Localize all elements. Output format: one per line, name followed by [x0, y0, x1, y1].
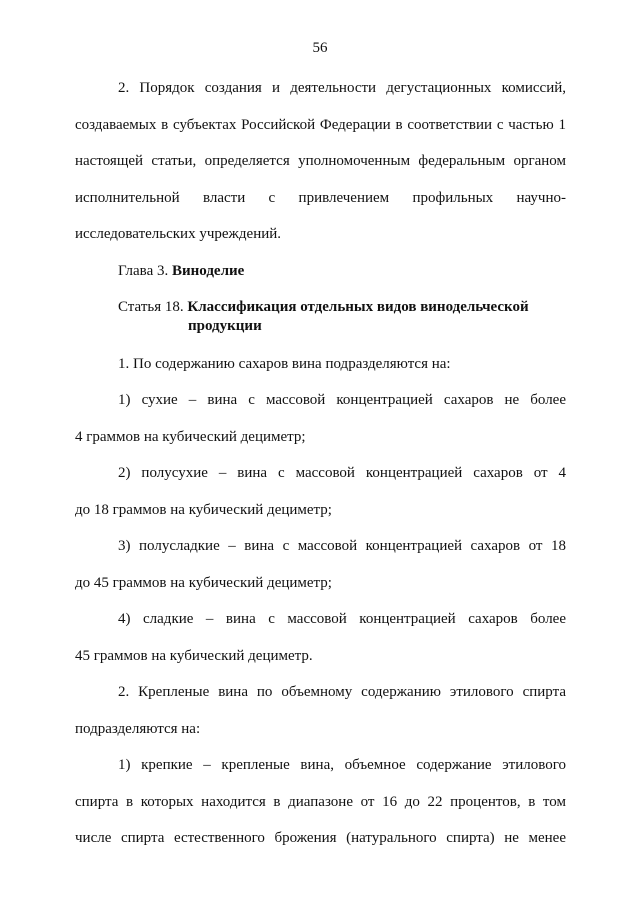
- paragraph-semi-sweet-wines: [75, 528, 566, 601]
- paragraph-fortified-wines: [75, 674, 566, 747]
- article-title: Классификация отдельных видов винодельческой: [187, 298, 529, 315]
- text-line: исследовательских учреждений.: [75, 226, 282, 242]
- article-heading: [75, 289, 566, 346]
- text-line: 4 граммов на кубический дециметр;: [75, 428, 306, 445]
- page-number: 56: [312, 40, 328, 56]
- text-line: подразделяются на:: [75, 720, 201, 737]
- document-body: [75, 70, 566, 857]
- text-line: 2) полусухие – вина с массовой концентрацией сахаров от 4: [118, 465, 566, 481]
- paragraph-sweet-wines: [75, 601, 566, 674]
- text-line: 2. Порядок создания и деятельности дегустационных комиссий,: [118, 80, 566, 96]
- text-line: создаваемых в субъектах Российской Федерации в соответствии с частью 1: [75, 116, 566, 133]
- text-line: спирта в которых находится в диапазоне от 16 до 22 процентов, в том: [75, 793, 566, 810]
- text-line: 4) сладкие – вина с массовой концентрацией сахаров более: [118, 611, 566, 627]
- chapter-heading: [75, 253, 566, 289]
- paragraph-sugar-classification: [75, 346, 566, 383]
- text-line: до 18 граммов на кубический дециметр;: [75, 501, 332, 518]
- text-line: 45 граммов на кубический дециметр.: [75, 647, 313, 664]
- text-line: 1. По содержанию сахаров вина подразделяются на:: [118, 355, 451, 372]
- chapter-label: Глава 3.: [118, 262, 169, 279]
- paragraph-strong-wines: [75, 747, 566, 857]
- text-line: 1) крепкие – крепленые вина, объемное содержание этилового: [118, 757, 566, 773]
- paragraph-dry-wines: [75, 382, 566, 455]
- chapter-title: Виноделие: [171, 262, 245, 279]
- text-line: исполнительной власти с привлечением профильных научно-: [75, 189, 566, 206]
- text-line: настоящей статьи, определяется уполномоченным федеральным органом: [75, 153, 566, 169]
- text-line: 3) полусладкие – вина с массовой концентрацией сахаров от 18: [118, 538, 566, 554]
- text-line: 2. Крепленые вина по объемному содержанию этилового спирта: [118, 684, 566, 700]
- article-label: Статья 18.: [118, 298, 184, 315]
- text-line: 1) сухие – вина с массовой концентрацией сахаров не более: [118, 392, 566, 408]
- paragraph-commission-procedure: [75, 70, 566, 253]
- text-line: до 45 граммов на кубический дециметр;: [75, 574, 332, 591]
- article-title-continued: продукции: [188, 317, 262, 334]
- text-line: числе спирта естественного брожения (натурального спирта) не менее: [75, 830, 566, 846]
- paragraph-semi-dry-wines: [75, 455, 566, 528]
